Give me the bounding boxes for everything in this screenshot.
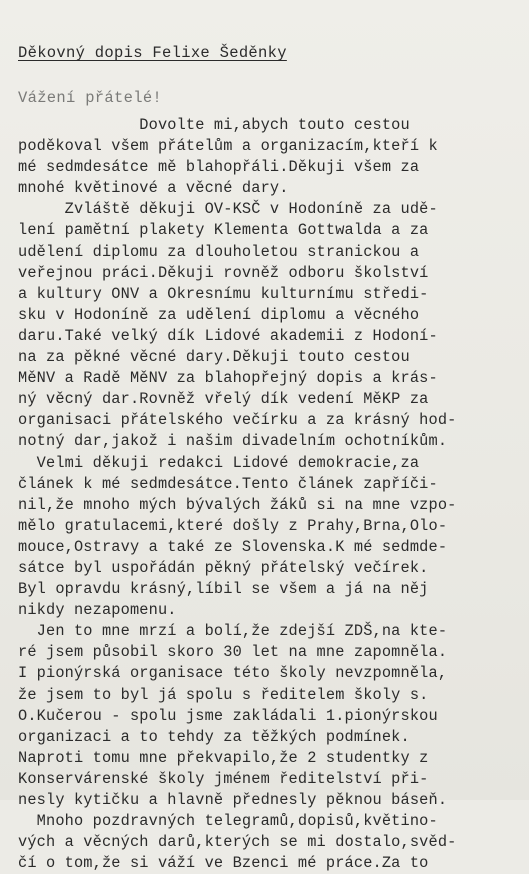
body-line: Jen to mne mrzí a bolí,že zdejší ZDŠ,na kte-	[18, 622, 448, 641]
body-line: ré jsem působil skoro 30 let na mne zapomněla.	[18, 643, 448, 662]
letter-body	[18, 115, 523, 874]
body-line: Dovolte mi,abych touto cestou	[18, 116, 410, 134]
body-line: udělení diplomu za dlouholetou stranickou a	[18, 242, 420, 261]
body-line: článek k mé sedmdesátce.Tento článek zapříči-	[18, 474, 438, 493]
body-line: organisaci přátelského večírku a za krásný hod-	[18, 411, 457, 430]
body-line: čí o tom,že si váží ve Bzenci mé práce.Za to	[18, 854, 429, 873]
body-line: organizaci a to tehdy za těžkých podmínek.	[18, 727, 410, 746]
body-line: a kultury ONV a Okresnímu kulturnímu středi-	[18, 284, 429, 303]
body-line: O.Kučerou - spolu jsme zakládali 1.pionýrskou	[18, 706, 438, 725]
body-line: Mnoho pozdravných telegramů,dopisů,květino-	[18, 812, 438, 831]
body-line: mělo gratulacemi,které došly z Prahy,Brna,Olo-	[18, 516, 448, 535]
body-line: mé sedmdesátce mě blahopřáli.Děkuji všem za	[18, 158, 420, 177]
body-line: sátce byl uspořádán pěkný přátelský večírek.	[18, 558, 429, 577]
body-line: notný dar,jakož i našim divadelním ochotníkům.	[18, 432, 448, 451]
body-line: Konservárenské školy jménem ředitelství při-	[18, 769, 429, 788]
body-line: na za pěkné věcné dary.Děkuji touto cestou	[18, 348, 410, 367]
body-line: MěNV a Radě MěNV za blahopřejný dopis a krás-	[18, 369, 438, 388]
body-line: nikdy nezapomenu.	[18, 601, 177, 620]
letter-title: Děkovný dopis Felixe Šeděnky	[18, 44, 287, 62]
body-line: Zvláště děkuji OV-KSČ v Hodoníně za udě-	[18, 200, 438, 219]
body-line: mouce,Ostravy a také ze Slovenska.K mé sedmde-	[18, 537, 448, 556]
body-line: Naproti tomu mne překvapilo,že 2 studentky z	[18, 748, 429, 767]
body-line: sku v Hodoníně za udělení diplomu a věcného	[18, 305, 420, 324]
body-line: že jsem to byl já spolu s ředitelem školy s.	[18, 685, 429, 704]
body-line: ný věcný dar.Rovněž vřelý dík vedení MěKP za	[18, 390, 429, 409]
body-line: Velmi děkuji redakci Lidové demokracie,za	[18, 453, 420, 472]
body-line: mnohé květinové a věcné dary.	[18, 179, 289, 198]
body-line: poděkoval všem přátelům a organizacím,kteří k	[18, 137, 438, 156]
body-line: veřejnou práci.Děkuji rovněž odboru školství	[18, 263, 429, 282]
body-line: nil,že mnoho mých bývalých žáků si na mne vzpo-	[18, 495, 457, 514]
body-line: vých a věcných darů,kterých se mi dostalo,svěd-	[18, 833, 457, 852]
body-line: lení pamětní plakety Klementa Gottwalda a za	[18, 221, 429, 240]
body-line: daru.Také velký dík Lidové akademii z Hodoní-	[18, 326, 438, 345]
body-line: Byl opravdu krásný,líbil se všem a já na něj	[18, 580, 429, 599]
body-line: nesly kytičku a hlavně přednesly pěknou báseň.	[18, 791, 448, 809]
salutation: Vážení přátelé!	[18, 89, 163, 107]
body-line: I pionýrská organisace této školy nevzpomněla,	[18, 664, 448, 683]
